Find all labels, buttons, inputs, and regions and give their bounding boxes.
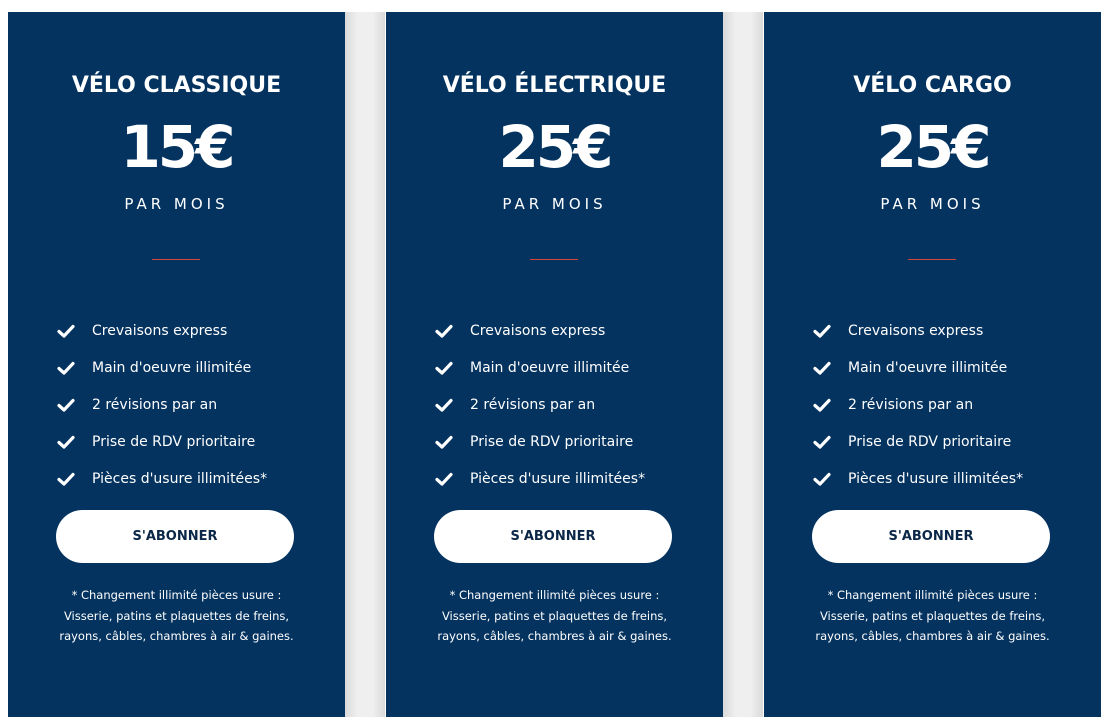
plan-card-cargo: [764, 12, 1101, 717]
check-icon: [434, 432, 454, 452]
feature-label: Crevaisons express: [848, 322, 984, 339]
subscribe-button[interactable]: S'ABONNER: [812, 510, 1050, 563]
feature-label: Main d'oeuvre illimitée: [470, 359, 630, 376]
subscribe-button[interactable]: S'ABONNER: [434, 510, 672, 563]
check-icon: [812, 395, 832, 415]
feature-list: [56, 312, 267, 497]
feature-label: Crevaisons express: [470, 322, 606, 339]
card-gap: [723, 12, 763, 717]
plan-title: VÉLO ÉLECTRIQUE: [442, 73, 667, 98]
check-icon: [812, 469, 832, 489]
feature-label: Prise de RDV prioritaire: [848, 433, 1012, 450]
feature-item: [56, 349, 267, 386]
check-icon: [56, 395, 76, 415]
plan-period: PAR MOIS: [880, 195, 985, 213]
feature-label: Pièces d'usure illimitées*: [848, 470, 1024, 487]
feature-label: Prise de RDV prioritaire: [92, 433, 256, 450]
check-icon: [812, 358, 832, 378]
check-icon: [56, 321, 76, 341]
feature-item: [434, 460, 645, 497]
feature-label: Main d'oeuvre illimitée: [848, 359, 1008, 376]
plan-card-classique: [8, 12, 345, 717]
feature-item: [56, 423, 267, 460]
check-icon: [434, 358, 454, 378]
plan-title: VÉLO CARGO: [853, 73, 1012, 98]
feature-item: [812, 349, 1023, 386]
plan-title: VÉLO CLASSIQUE: [71, 73, 282, 98]
feature-item: [812, 386, 1023, 423]
feature-label: Main d'oeuvre illimitée: [92, 359, 252, 376]
check-icon: [434, 395, 454, 415]
accent-divider: [530, 259, 578, 260]
accent-divider: [908, 259, 956, 260]
feature-item: [434, 349, 645, 386]
plan-period: PAR MOIS: [502, 195, 607, 213]
check-icon: [434, 469, 454, 489]
feature-label: Pièces d'usure illimitées*: [92, 470, 268, 487]
card-gap: [345, 12, 385, 717]
feature-item: [56, 460, 267, 497]
plan-card-electrique: [386, 12, 723, 717]
footnote: * Changement illimité pièces usure : Visserie, patins et plaquettes de freins, rayons, câbles, chambres à air & gaines.: [437, 588, 672, 643]
accent-divider: [152, 259, 200, 260]
feature-list: [434, 312, 645, 497]
plan-price: 15€: [120, 113, 233, 181]
footnote: * Changement illimité pièces usure : Visserie, patins et plaquettes de freins, rayons, câbles, chambres à air & gaines.: [815, 588, 1050, 643]
feature-item: [56, 386, 267, 423]
feature-item: [812, 423, 1023, 460]
check-icon: [812, 432, 832, 452]
plan-period: PAR MOIS: [124, 195, 229, 213]
footnote: * Changement illimité pièces usure : Visserie, patins et plaquettes de freins, rayons, câbles, chambres à air & gaines.: [59, 588, 294, 643]
feature-list: [812, 312, 1023, 497]
feature-item: [56, 312, 267, 349]
feature-item: [812, 312, 1023, 349]
feature-label: Pièces d'usure illimitées*: [470, 470, 646, 487]
feature-label: Prise de RDV prioritaire: [470, 433, 634, 450]
check-icon: [56, 469, 76, 489]
check-icon: [812, 321, 832, 341]
feature-label: 2 révisions par an: [470, 396, 596, 413]
subscribe-button[interactable]: S'ABONNER: [56, 510, 294, 563]
plan-price: 25€: [498, 113, 611, 181]
feature-item: [434, 423, 645, 460]
feature-label: 2 révisions par an: [848, 396, 974, 413]
check-icon: [56, 358, 76, 378]
plan-price: 25€: [876, 113, 989, 181]
feature-label: 2 révisions par an: [92, 396, 218, 413]
check-icon: [434, 321, 454, 341]
check-icon: [56, 432, 76, 452]
feature-item: [434, 312, 645, 349]
feature-item: [812, 460, 1023, 497]
feature-item: [434, 386, 645, 423]
feature-label: Crevaisons express: [92, 322, 228, 339]
